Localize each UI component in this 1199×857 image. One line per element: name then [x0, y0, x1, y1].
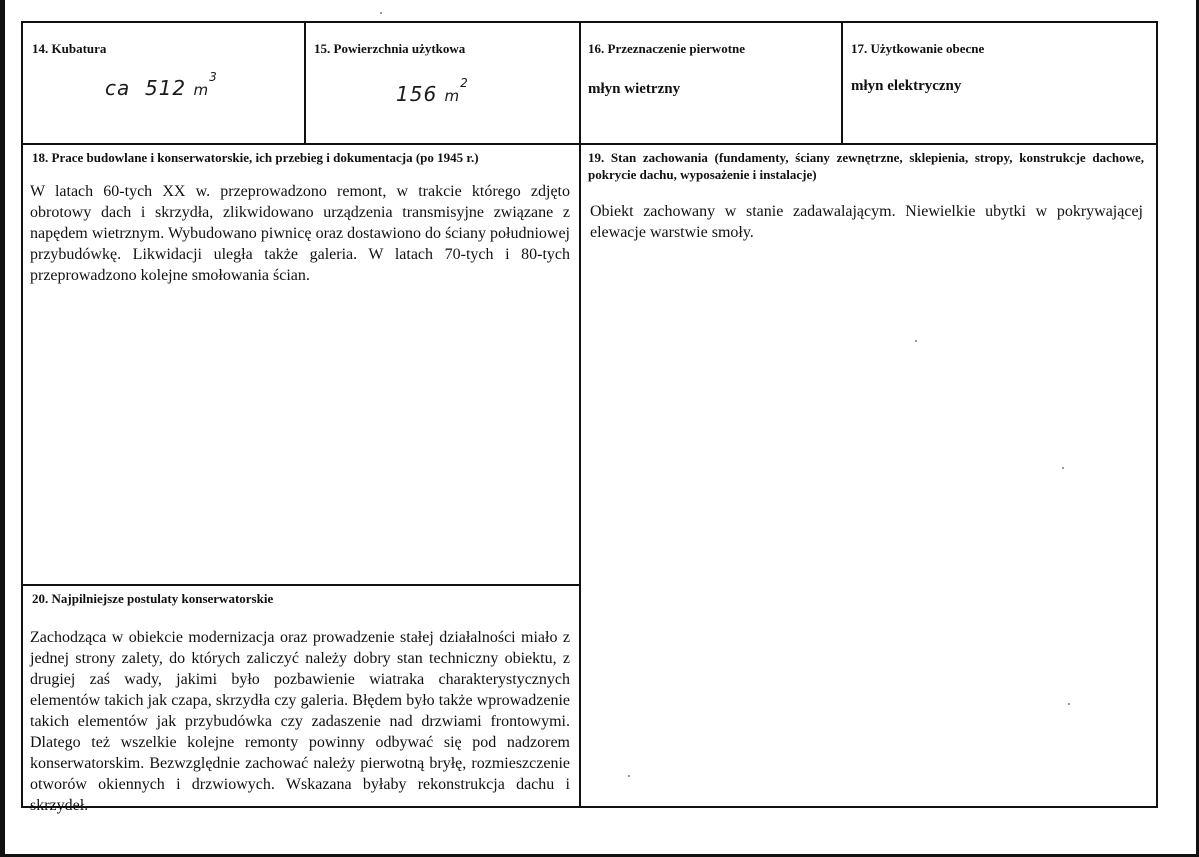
kubatura-exponent: 3	[209, 70, 218, 85]
kubatura-unit: m	[193, 81, 210, 99]
powierzchnia-label: 15. Powierzchnia użytkowa	[314, 41, 466, 56]
uzytkowanie-label: 17. Użytkowanie obecne	[851, 41, 985, 56]
uzytkowanie-value: młyn elektryczny	[851, 78, 962, 94]
kubatura-number: 512	[144, 76, 187, 100]
kubatura-prefix: ca	[105, 76, 131, 100]
stan-zachowania-label: 19. Stan zachowania (fundamenty, ściany zewnętrzne, sklepienia, stropy, konstrukcje dachowe, pokrycie dachu, wyposażenie i instalacje)	[588, 150, 1144, 182]
scan-edge-left	[0, 0, 5, 857]
powierzchnia-value	[396, 76, 469, 106]
prace-budowlane-label: 18. Prace budowlane i konserwatorskie, ich przebieg i dokumentacja (po 1945 r.)	[32, 150, 479, 165]
postulaty-text: Zachodząca w obiekcie modernizacja oraz prowadzenie stałej działalności miało z jednej strony zalety, do których zaliczyć należy dobry stan techniczny obiektu, z drugiej zaś wady, jakimi było pozbawienie wiatraka charakterystycznych elementów takich jak czapa, skrzydła czy galeria. Błędem było także wprowadzenie takich elementów jak przybudówka czy zadaszenie nad drzwiami frontowymi. Dlatego też wszelkie kolejne remonty powinny odbywać się pod nadzorem konserwatorskim. Bezwzględnie zachować należy pierwotną bryłę, rozmieszczenie otworów okiennych i drzwiowych. Wskazana byłaby rekonstrukcja dachu i skrzydeł.	[30, 629, 570, 814]
powierzchnia-unit: m	[444, 87, 461, 105]
kubatura-value	[105, 70, 218, 100]
prace-budowlane-text: W latach 60-tych XX w. przeprowadzono remont, w trakcie którego zdjęto obrotowy dach i skrzydła, zlikwidowano urządzenia transmisyjne związane z napędem wietrznym. Wybudowano piwnicę oraz dostawiono do ściany południowej przybudówkę. Likwidacji uległa także galeria. W latach 70-tych i 80-tych przeprowadzono kolejne smołowania ścian.	[30, 183, 570, 284]
kubatura-label: 14. Kubatura	[32, 41, 107, 56]
stan-zachowania-text: Obiekt zachowany w stanie zadawalającym. Niewielkie ubytki w pokrywającej elewacje warstwie smoły.	[590, 203, 1143, 241]
przeznaczenie-value: młyn wietrzny	[588, 81, 681, 97]
powierzchnia-exponent: 2	[460, 76, 469, 91]
przeznaczenie-label: 16. Przeznaczenie pierwotne	[588, 41, 746, 56]
powierzchnia-number: 156	[396, 82, 438, 106]
postulaty-label: 20. Najpilniejsze postulaty konserwatorskie	[32, 591, 274, 606]
